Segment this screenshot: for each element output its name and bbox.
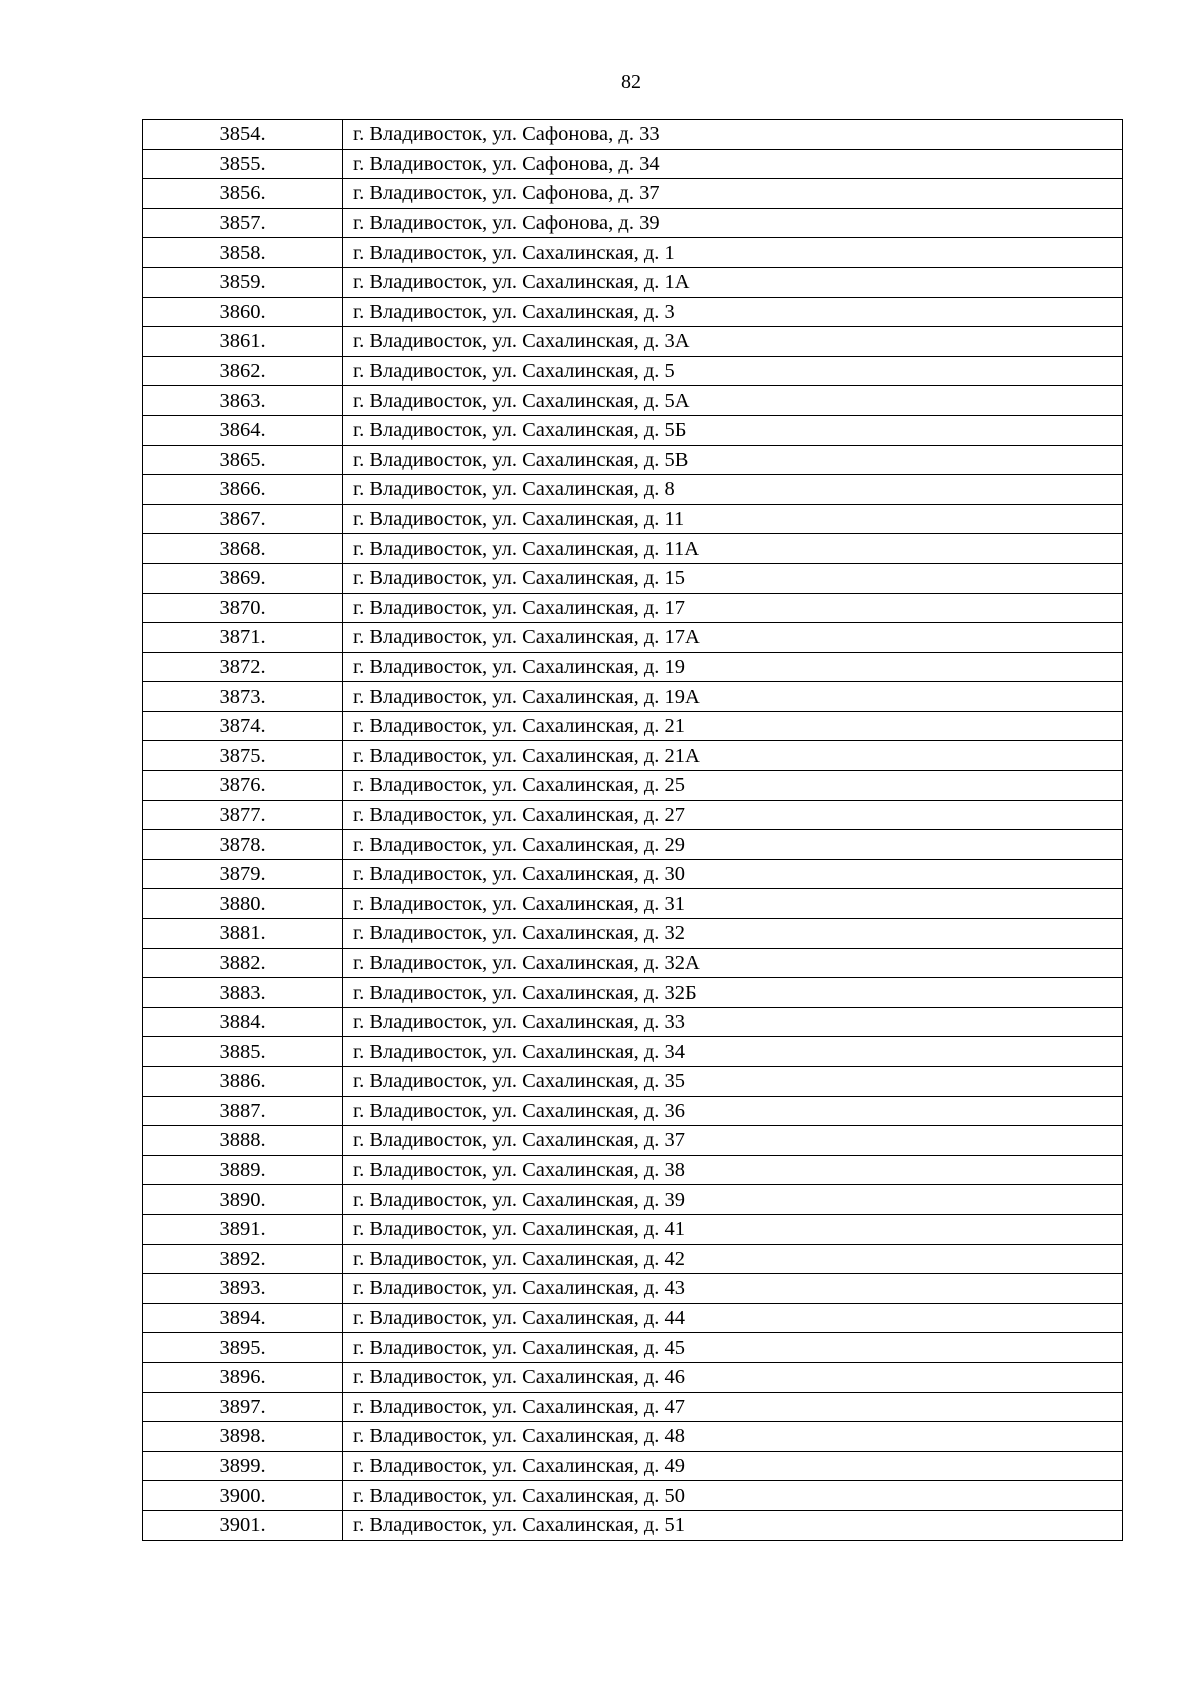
table-row (143, 1362, 1123, 1392)
address-cell: г. Владивосток, ул. Сахалинская, д. 8 (343, 475, 1123, 505)
table-row (143, 1451, 1123, 1481)
table-row (143, 1096, 1123, 1126)
table-row (143, 238, 1123, 268)
address-cell: г. Владивосток, ул. Сахалинская, д. 3 (343, 297, 1123, 327)
table-row (143, 771, 1123, 801)
table-row (143, 1067, 1123, 1097)
table-row (143, 1155, 1123, 1185)
address-cell: г. Владивосток, ул. Сахалинская, д. 48 (343, 1422, 1123, 1452)
row-number-cell: 3867. (143, 504, 343, 534)
row-number-cell: 3890. (143, 1185, 343, 1215)
table-row (143, 563, 1123, 593)
row-number-cell: 3855. (143, 149, 343, 179)
row-number-cell: 3863. (143, 386, 343, 416)
table-row (143, 593, 1123, 623)
table-row (143, 445, 1123, 475)
address-cell: г. Владивосток, ул. Сахалинская, д. 19 (343, 652, 1123, 682)
page-number: 82 (621, 71, 641, 93)
row-number-cell: 3862. (143, 356, 343, 386)
row-number-cell: 3893. (143, 1274, 343, 1304)
row-number-cell: 3887. (143, 1096, 343, 1126)
table-row (143, 1303, 1123, 1333)
address-cell: г. Владивосток, ул. Сахалинская, д. 25 (343, 771, 1123, 801)
table-row (143, 1037, 1123, 1067)
address-cell: г. Владивосток, ул. Сахалинская, д. 45 (343, 1333, 1123, 1363)
address-cell: г. Владивосток, ул. Сахалинская, д. 32А (343, 948, 1123, 978)
row-number-cell: 3870. (143, 593, 343, 623)
address-cell: г. Владивосток, ул. Сахалинская, д. 32Б (343, 978, 1123, 1008)
row-number-cell: 3859. (143, 267, 343, 297)
address-cell: г. Владивосток, ул. Сахалинская, д. 51 (343, 1510, 1123, 1540)
row-number-cell: 3886. (143, 1067, 343, 1097)
table-row (143, 534, 1123, 564)
table-row (143, 208, 1123, 238)
address-cell: г. Владивосток, ул. Сахалинская, д. 1А (343, 267, 1123, 297)
table-row (143, 682, 1123, 712)
address-cell: г. Владивосток, ул. Сахалинская, д. 15 (343, 563, 1123, 593)
row-number-cell: 3878. (143, 830, 343, 860)
row-number-cell: 3901. (143, 1510, 343, 1540)
address-table-body (143, 120, 1123, 1541)
address-cell: г. Владивосток, ул. Сахалинская, д. 5 (343, 356, 1123, 386)
address-cell: г. Владивосток, ул. Сахалинская, д. 17А (343, 623, 1123, 653)
table-row (143, 652, 1123, 682)
table-row (143, 1126, 1123, 1156)
row-number-cell: 3854. (143, 120, 343, 150)
address-cell: г. Владивосток, ул. Сахалинская, д. 21 (343, 711, 1123, 741)
table-row (143, 919, 1123, 949)
row-number-cell: 3889. (143, 1155, 343, 1185)
row-number-cell: 3874. (143, 711, 343, 741)
row-number-cell: 3882. (143, 948, 343, 978)
row-number-cell: 3879. (143, 859, 343, 889)
table-row (143, 1007, 1123, 1037)
row-number-cell: 3875. (143, 741, 343, 771)
address-cell: г. Владивосток, ул. Сафонова, д. 33 (343, 120, 1123, 150)
table-row (143, 1274, 1123, 1304)
address-cell: г. Владивосток, ул. Сахалинская, д. 29 (343, 830, 1123, 860)
table-row (143, 1333, 1123, 1363)
row-number-cell: 3883. (143, 978, 343, 1008)
table-row (143, 1422, 1123, 1452)
address-cell: г. Владивосток, ул. Сахалинская, д. 35 (343, 1067, 1123, 1097)
address-cell: г. Владивосток, ул. Сафонова, д. 37 (343, 179, 1123, 209)
address-cell: г. Владивосток, ул. Сахалинская, д. 31 (343, 889, 1123, 919)
address-table (142, 119, 1123, 1541)
row-number-cell: 3864. (143, 415, 343, 445)
address-cell: г. Владивосток, ул. Сахалинская, д. 21А (343, 741, 1123, 771)
address-cell: г. Владивосток, ул. Сахалинская, д. 5А (343, 386, 1123, 416)
address-cell: г. Владивосток, ул. Сафонова, д. 39 (343, 208, 1123, 238)
address-cell: г. Владивосток, ул. Сахалинская, д. 32 (343, 919, 1123, 949)
row-number-cell: 3897. (143, 1392, 343, 1422)
address-cell: г. Владивосток, ул. Сахалинская, д. 46 (343, 1362, 1123, 1392)
table-row (143, 120, 1123, 150)
row-number-cell: 3873. (143, 682, 343, 712)
row-number-cell: 3881. (143, 919, 343, 949)
address-cell: г. Владивосток, ул. Сахалинская, д. 33 (343, 1007, 1123, 1037)
table-row (143, 711, 1123, 741)
table-row (143, 623, 1123, 653)
table-row (143, 1244, 1123, 1274)
row-number-cell: 3865. (143, 445, 343, 475)
address-cell: г. Владивосток, ул. Сахалинская, д. 1 (343, 238, 1123, 268)
row-number-cell: 3872. (143, 652, 343, 682)
address-cell: г. Владивосток, ул. Сахалинская, д. 19А (343, 682, 1123, 712)
address-cell: г. Владивосток, ул. Сахалинская, д. 5Б (343, 415, 1123, 445)
row-number-cell: 3888. (143, 1126, 343, 1156)
table-row (143, 1214, 1123, 1244)
table-row (143, 741, 1123, 771)
row-number-cell: 3856. (143, 179, 343, 209)
address-cell: г. Владивосток, ул. Сахалинская, д. 37 (343, 1126, 1123, 1156)
address-cell: г. Владивосток, ул. Сахалинская, д. 47 (343, 1392, 1123, 1422)
row-number-cell: 3857. (143, 208, 343, 238)
table-row (143, 267, 1123, 297)
table-row (143, 1185, 1123, 1215)
address-cell: г. Владивосток, ул. Сахалинская, д. 3А (343, 327, 1123, 357)
row-number-cell: 3868. (143, 534, 343, 564)
table-row (143, 475, 1123, 505)
address-cell: г. Владивосток, ул. Сахалинская, д. 27 (343, 800, 1123, 830)
address-cell: г. Владивосток, ул. Сафонова, д. 34 (343, 149, 1123, 179)
table-row (143, 1510, 1123, 1540)
row-number-cell: 3899. (143, 1451, 343, 1481)
row-number-cell: 3858. (143, 238, 343, 268)
row-number-cell: 3880. (143, 889, 343, 919)
table-row (143, 889, 1123, 919)
table-row (143, 149, 1123, 179)
table-row (143, 1392, 1123, 1422)
address-cell: г. Владивосток, ул. Сахалинская, д. 38 (343, 1155, 1123, 1185)
row-number-cell: 3871. (143, 623, 343, 653)
address-cell: г. Владивосток, ул. Сахалинская, д. 44 (343, 1303, 1123, 1333)
row-number-cell: 3885. (143, 1037, 343, 1067)
table-row (143, 800, 1123, 830)
row-number-cell: 3869. (143, 563, 343, 593)
row-number-cell: 3866. (143, 475, 343, 505)
row-number-cell: 3877. (143, 800, 343, 830)
row-number-cell: 3876. (143, 771, 343, 801)
address-cell: г. Владивосток, ул. Сахалинская, д. 49 (343, 1451, 1123, 1481)
row-number-cell: 3896. (143, 1362, 343, 1392)
row-number-cell: 3900. (143, 1481, 343, 1511)
table-row (143, 504, 1123, 534)
table-row (143, 830, 1123, 860)
table-row (143, 356, 1123, 386)
table-row (143, 948, 1123, 978)
address-cell: г. Владивосток, ул. Сахалинская, д. 42 (343, 1244, 1123, 1274)
table-row (143, 1481, 1123, 1511)
row-number-cell: 3860. (143, 297, 343, 327)
table-row (143, 386, 1123, 416)
address-cell: г. Владивосток, ул. Сахалинская, д. 39 (343, 1185, 1123, 1215)
row-number-cell: 3861. (143, 327, 343, 357)
address-cell: г. Владивосток, ул. Сахалинская, д. 34 (343, 1037, 1123, 1067)
table-row (143, 327, 1123, 357)
address-cell: г. Владивосток, ул. Сахалинская, д. 50 (343, 1481, 1123, 1511)
address-cell: г. Владивосток, ул. Сахалинская, д. 5В (343, 445, 1123, 475)
row-number-cell: 3894. (143, 1303, 343, 1333)
table-row (143, 859, 1123, 889)
row-number-cell: 3884. (143, 1007, 343, 1037)
address-cell: г. Владивосток, ул. Сахалинская, д. 41 (343, 1214, 1123, 1244)
row-number-cell: 3895. (143, 1333, 343, 1363)
address-cell: г. Владивосток, ул. Сахалинская, д. 36 (343, 1096, 1123, 1126)
address-cell: г. Владивосток, ул. Сахалинская, д. 11 (343, 504, 1123, 534)
table-row (143, 978, 1123, 1008)
row-number-cell: 3891. (143, 1214, 343, 1244)
address-cell: г. Владивосток, ул. Сахалинская, д. 17 (343, 593, 1123, 623)
address-cell: г. Владивосток, ул. Сахалинская, д. 43 (343, 1274, 1123, 1304)
table-row (143, 297, 1123, 327)
address-cell: г. Владивосток, ул. Сахалинская, д. 30 (343, 859, 1123, 889)
address-cell: г. Владивосток, ул. Сахалинская, д. 11А (343, 534, 1123, 564)
table-row (143, 415, 1123, 445)
row-number-cell: 3898. (143, 1422, 343, 1452)
row-number-cell: 3892. (143, 1244, 343, 1274)
table-row (143, 179, 1123, 209)
